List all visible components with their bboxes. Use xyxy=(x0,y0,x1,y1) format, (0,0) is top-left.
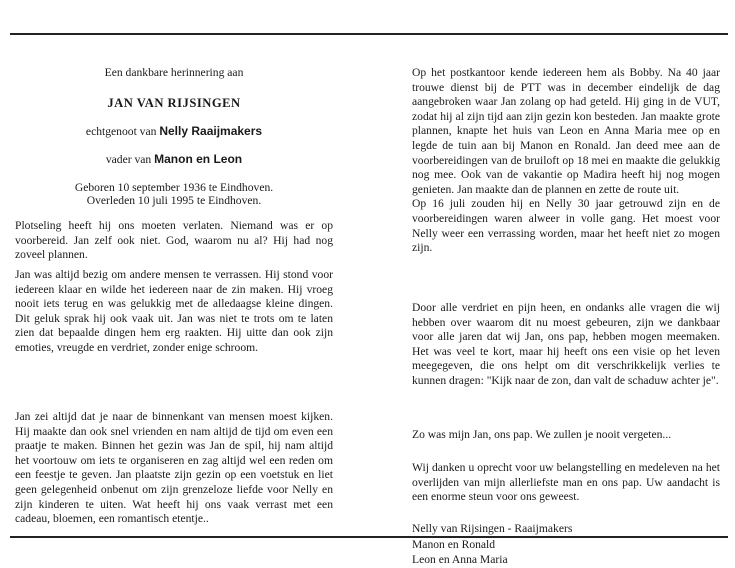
children-line xyxy=(15,152,333,168)
birth-date: Geboren 10 september 1936 te Eindhoven. xyxy=(74,181,274,194)
signature-block xyxy=(412,521,720,568)
anniversary-text: Op 16 juli zouden hij en Nelly 30 jaar getrouwd zijn en de voorbereidingen waren alweer in volle gang. Het moest voor Nelly weer een verrassing worden, maar het heeft niet zo mogen zijn. xyxy=(412,197,720,255)
deceased-name: JAN VAN RIJSINGEN xyxy=(107,96,241,110)
life-dates xyxy=(15,181,333,207)
paragraph-gratitude: Door alle verdriet en pijn heen, en ondanks alle vragen die wij hebben over waarom dit nu moest gebeuren, zijn we dankbaar voor alle jaren dat wij Jan, ons pap, hebben mogen meemaken. Het was veel te kort, maar hij heeft ons een visie op het leven meegegeven, die ons helpt om dit verschrikkelijk verlies te kunnen dragen: "Kijk naar de zon, dan valt de schaduw achter je". xyxy=(412,301,720,387)
signature-daughter: Manon en Ronald xyxy=(412,537,496,551)
paragraph-career xyxy=(412,66,720,256)
children-prefix: vader van xyxy=(105,153,152,166)
paragraph-family: Jan zei altijd dat je naar de binnenkant van mensen moest kijken. Hij maakte dan ook snel vrienden en nam altijd de tijd om even een praatje te maken. Binnen het gezin was Jan de spil, hij nam altijd het voortouw om iets te organiseren en zag altijd wel een reden om een feestje te geven. Jan plaatste zijn gezin op een voetstuk en liet geen gelegenheid onbenut om zijn grenzeloze liefde voor Nelly en zijn kinderen te uiten. Wat heeft hij ons vaak verrast met een cadeau, bloemen, een romantisch etentje.. xyxy=(15,410,333,526)
spouse-line xyxy=(15,124,333,140)
paragraph-character: Jan was altijd bezig om andere mensen te verrassen. Hij stond voor iedereen klaar en wilde het iedereen naar de zin maken. Hij vroeg nooit iets terug en was gelukkig met de alledaagse kleine dingen. Dit geluk sprak hij ook vaak uit. Jan was niet te trots om te laten zien dat bepaalde dingen hem erg raakten. Hij uitte dan ook zijn emoties, vreugde en verdriet, zonder enige schroom. xyxy=(15,268,333,354)
signature-wife: Nelly van Rijsingen - Raaijmakers xyxy=(412,522,573,535)
death-date: Overleden 10 juli 1995 te Eindhoven. xyxy=(86,194,262,207)
memorial-card xyxy=(10,33,728,566)
career-text: Op het postkantoor kende iedereen hem als Bobby. Na 40 jaar trouwe dienst bij de PTT was in december eindelijk de dag aangebroken waar Jan zolang op had geteld. Hij ging in de VUT, zodat hij al zijn tijd aan zijn gezin kon besteden. Jan maakte grote plannen, knapte het huis van Leon en Anna Maria mee op en legde de tuin aan bij Manon en Ronald. Jan deed mee aan de voorbereidingen van de bruiloft op 18 mei en maakte die gelukkig nog mee. Ook van de vakantie op Madira heeft hij nog mogen genieten. Jan maakte dan de plannen en zette de route uit. xyxy=(412,66,720,196)
paragraph-thanks: Wij danken u oprecht voor uw belangstelling en medeleven na het overlijden van mijn allerliefste man en ons pap. Uw aandacht is een enorme steun voor ons geweest. xyxy=(412,461,720,504)
intro-line: Een dankbare herinnering aan xyxy=(104,66,244,79)
spouse-name: Nelly Raaijmakers xyxy=(159,124,263,138)
signature-son: Leon en Anna Maria xyxy=(412,553,508,566)
paragraph-sudden-loss: Plotseling heeft hij ons moeten verlaten. Niemand was er op voorbereid. Jan zelf ook niet. God, waarom nu al? Hij had nog zoveel plannen. xyxy=(15,219,333,262)
children-names: Manon en Leon xyxy=(154,152,243,166)
spouse-prefix: echtgenoot van xyxy=(85,125,157,138)
paragraph-farewell: Zo was mijn Jan, ons pap. We zullen je nooit vergeten... xyxy=(412,428,672,441)
